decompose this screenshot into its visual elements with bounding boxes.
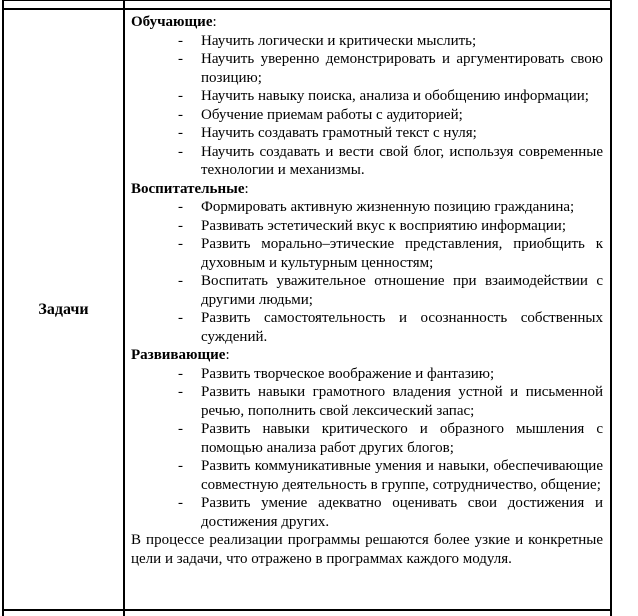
bullet-item (178, 365, 603, 384)
heading-colon: : (225, 347, 230, 363)
bullet-item (178, 87, 603, 106)
bullet-dash: - (178, 51, 183, 67)
bullet-text: Научить создавать грамотный текст с нуля; (201, 125, 477, 141)
tasks-label-cell (4, 10, 125, 609)
bullet-text: Научить создавать и вести свой блог, используя современные технологии и механизмы. (201, 143, 603, 178)
bullet-dash: - (178, 458, 183, 474)
bullet-dash: - (178, 365, 183, 382)
bullet-item (178, 457, 603, 494)
section-heading-text: Воспитательные (131, 180, 245, 197)
section-heading-vospitatelnye (131, 180, 603, 199)
bullet-item (178, 235, 603, 272)
bullet-text: Обучение приемам работы с аудиторией; (201, 106, 463, 123)
section-heading-obuchayushchie (131, 13, 603, 32)
tasks-row (4, 10, 610, 609)
previous-row-right-cell (125, 1, 610, 8)
bullet-text: Научить уверенно демонстрировать и аргументировать свою позицию; (201, 51, 603, 86)
bullet-dash: - (178, 421, 183, 437)
next-row-fragment (4, 609, 610, 616)
bullet-text: Развивать эстетический вкус к восприятию информации; (201, 217, 567, 234)
previous-row-fragment (4, 0, 610, 10)
bullet-item (178, 217, 603, 236)
section-heading-text: Обучающие (131, 14, 213, 30)
bullet-text: Развить навыки грамотного владения устной и письменной речью, пополнить свой лексический запас; (201, 384, 603, 419)
bullet-item (178, 143, 603, 180)
bullet-item (178, 272, 603, 309)
heading-colon: : (244, 180, 249, 197)
bullet-item (178, 494, 603, 531)
bullet-item (178, 420, 603, 457)
bullet-dash: - (178, 384, 183, 400)
bullet-text: Развить умение адекватно оценивать свои достижения и достижения других. (201, 495, 603, 530)
bullet-dash: - (178, 217, 183, 234)
tasks-row-label: Задачи (38, 300, 89, 318)
bullet-text: Развить творческое воображение и фантазию; (201, 365, 495, 382)
bullet-dash: - (178, 143, 183, 160)
section-heading-razvivayushchie (131, 346, 603, 365)
bullet-dash: - (178, 199, 183, 215)
bullet-text: Развить самостоятельность и осознанность собственных суждений. (201, 310, 603, 345)
heading-colon: : (212, 14, 217, 30)
bullet-dash: - (178, 236, 183, 252)
bullet-text: Развить навыки критического и образного мышления с помощью анализа работ других блогов; (201, 421, 603, 456)
bullet-dash: - (178, 495, 183, 511)
bullet-dash: - (178, 106, 183, 123)
bullet-text: Формировать активную жизненную позицию гражданина; (201, 199, 575, 215)
closing-paragraph: В процессе реализации программы решаются более узкие и конкретные цели и задачи, что отражено в программах каждого модуля. (131, 532, 603, 567)
bullet-item (178, 383, 603, 420)
bullet-dash: - (178, 125, 183, 141)
bullet-item (178, 50, 603, 87)
bullet-item (178, 32, 603, 51)
bullet-text: Развить морально–этические представления, приобщить к духовным и культурным ценностям; (201, 236, 603, 271)
next-row-left-cell (4, 611, 125, 616)
bullet-item (178, 124, 603, 143)
tasks-content-cell (125, 10, 610, 609)
bullet-text: Научить логически и критически мыслить; (201, 32, 477, 49)
bullet-dash: - (178, 88, 183, 104)
bullet-text: Научить навыку поиска, анализа и обобщению информации; (201, 88, 589, 104)
bullet-dash: - (178, 310, 183, 326)
bullet-item (178, 309, 603, 346)
bullet-text: Развить коммуникативные умения и навыки, обеспечивающие совместную деятельность в группе, сотрудничество, общение; (201, 458, 603, 493)
tasks-table (2, 0, 612, 616)
bullet-item (178, 106, 603, 125)
bullet-dash: - (178, 273, 183, 289)
next-row-right-cell (125, 611, 610, 616)
bullet-item (178, 198, 603, 217)
bullet-dash: - (178, 32, 183, 49)
previous-row-left-cell (4, 1, 125, 8)
section-heading-text: Развивающие (131, 347, 226, 363)
bullet-text: Воспитать уважительное отношение при взаимодействии с другими людьми; (201, 273, 603, 308)
